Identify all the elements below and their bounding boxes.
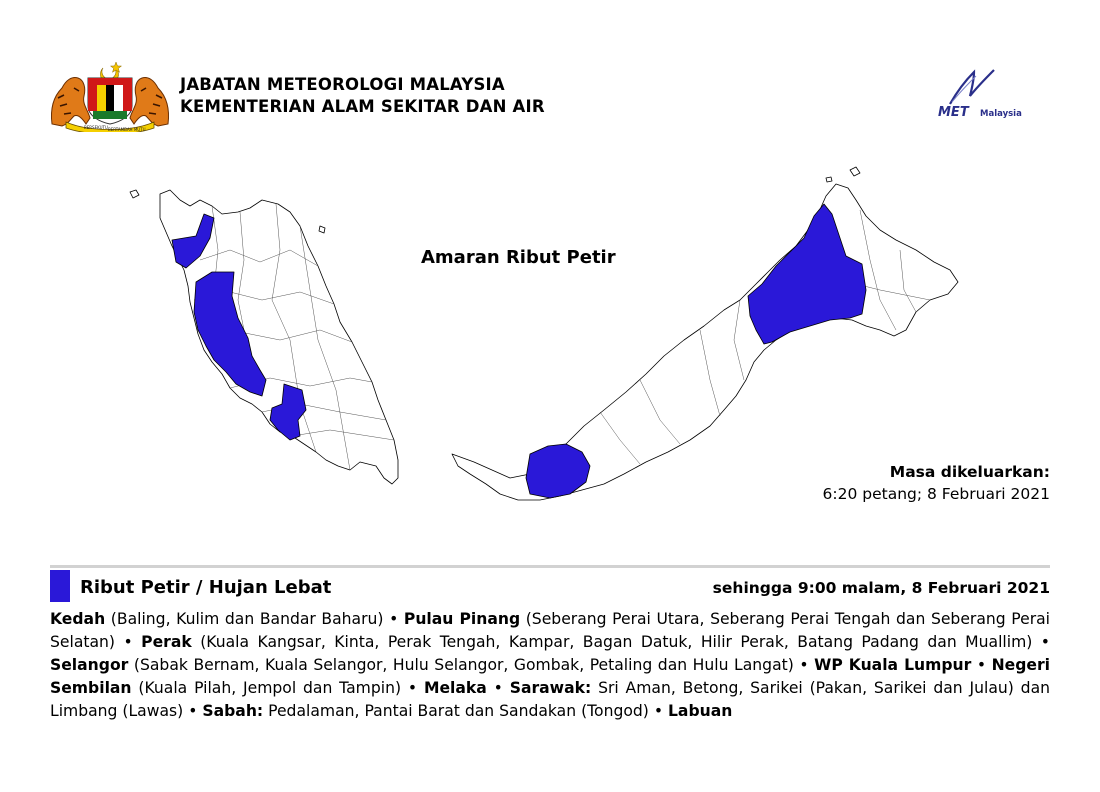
area-state: WP Kuala Lumpur — [814, 656, 972, 674]
area-detail: (Kuala Pilah, Jempol dan Tampin) — [131, 679, 408, 697]
malaysia-coat-of-arms-icon — [48, 58, 172, 132]
area-detail: Pedalaman, Pantai Barat dan Sandakan (Tongod) — [263, 702, 654, 720]
met-logo-text: MET — [938, 105, 969, 120]
agency-name — [180, 74, 545, 118]
area-detail: (Baling, Kulim dan Bandar Baharu) — [105, 610, 390, 628]
island — [130, 190, 139, 198]
area-detail: (Sabak Bernam, Kuala Selangor, Hulu Selangor, Gombak, Petaling dan Hulu Langat) — [128, 656, 800, 674]
legend-valid-until: sehingga 9:00 malam, 8 Februari 2021 — [712, 579, 1050, 597]
area-state: Kedah — [50, 610, 106, 628]
area-detail: (Kuala Kangsar, Kinta, Perak Tengah, Kampar, Bagan Datuk, Hilir Perak, Batang Padang dan Muallim) — [191, 633, 1041, 651]
agency-line-2: KEMENTERIAN ALAM SEKITAR DAN AIR — [180, 97, 545, 116]
legend-category: Ribut Petir / Hujan Lebat — [80, 577, 332, 598]
area-detail: (Seberang Perai Utara, Seberang Perai Tengah dan Seberang Perai Selatan) — [50, 610, 1051, 651]
area-separator: • — [799, 656, 815, 674]
area-separator: • — [976, 656, 992, 674]
area-detail: Sri Aman, Betong, Sarikei (Pakan, Sarikei dan Julau) dan Limbang (Lawas) — [50, 679, 1051, 720]
issued-time — [823, 461, 1050, 505]
island — [319, 226, 325, 233]
borneo-malaysia — [452, 184, 958, 500]
area-separator: • — [407, 679, 424, 697]
area-state: Perak — [141, 633, 192, 651]
issued-value: 6:20 petang; 8 Februari 2021 — [822, 485, 1050, 503]
affected-areas — [50, 608, 1050, 723]
issued-label: Masa dikeluarkan: — [889, 463, 1050, 481]
area-separator: • — [389, 610, 404, 628]
area-detail — [487, 679, 494, 697]
area-state: Sarawak: — [509, 679, 592, 697]
divider — [50, 565, 1050, 568]
area-state: Pulau Pinang — [403, 610, 521, 628]
legend-swatch — [50, 570, 70, 602]
area-separator: • — [493, 679, 510, 697]
crest-motto-right: BERTAMBAH MUTU — [108, 127, 146, 132]
area-state: Melaka — [423, 679, 487, 697]
met-logo-subtext: Malaysia — [980, 109, 1022, 119]
area-separator: • — [653, 702, 668, 720]
peninsular-malaysia — [160, 190, 398, 484]
area-separator: • — [188, 702, 203, 720]
area-state: Sabah: — [202, 702, 264, 720]
island — [826, 177, 832, 182]
area-state: Selangor — [50, 656, 129, 674]
area-separator: • — [123, 633, 142, 651]
agency-line-1: JABATAN METEOROLOGI MALAYSIA — [180, 75, 505, 94]
area-separator: • — [1040, 633, 1050, 651]
area-state: Negeri Sembilan — [50, 656, 1051, 697]
crest-motto-left: BERSEKUTU — [84, 125, 108, 130]
area-state: Labuan — [668, 702, 733, 720]
met-malaysia-logo-icon — [930, 66, 1050, 120]
map-title: Amaran Ribut Petir — [421, 247, 616, 268]
island — [850, 167, 860, 176]
